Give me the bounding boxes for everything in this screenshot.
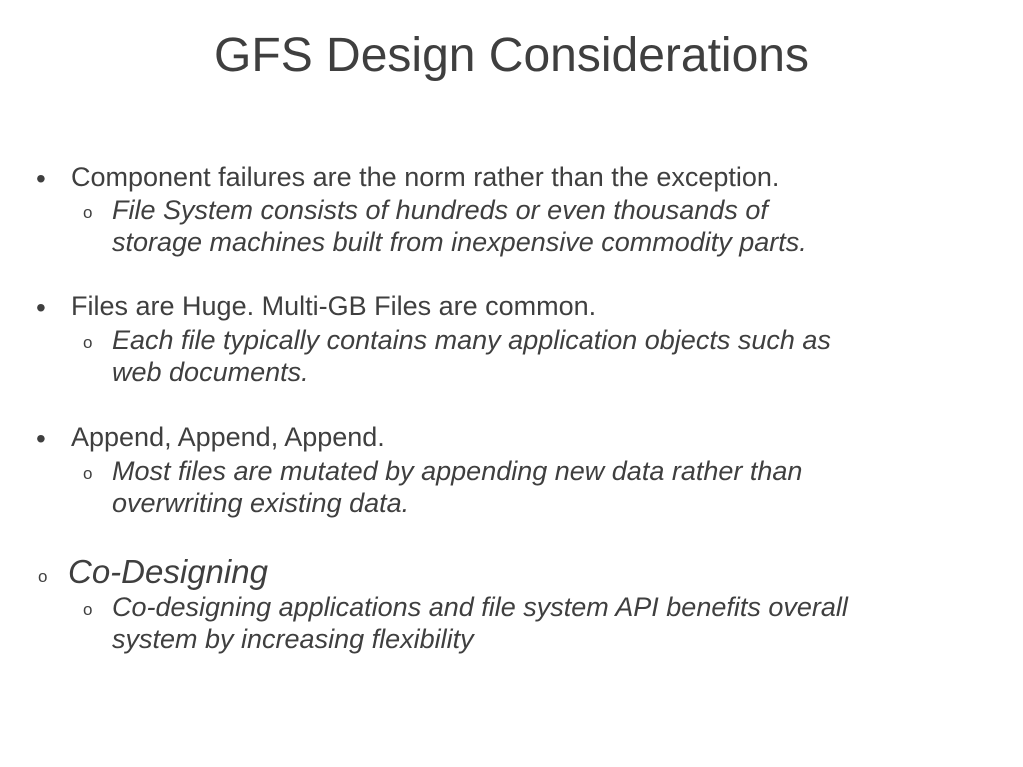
point-3-sub-line-1: Most files are mutated by appending new data rather than	[112, 456, 803, 486]
sub-bullet-icon: o	[83, 600, 93, 619]
point-1-text: Component failures are the norm rather than the exception.	[71, 162, 780, 192]
sub-bullet-icon: o	[83, 203, 93, 222]
point-4-sub-line-1: Co-designing applications and file system API benefits overall	[112, 592, 848, 622]
slide-title: GFS Design Considerations	[214, 29, 809, 82]
point-3-sub-line-2: overwriting existing data.	[112, 488, 410, 518]
point-2-sub-line-2: web documents.	[112, 357, 309, 387]
point-1-sub-line-1: File System consists of hundreds or even thousands of	[112, 195, 768, 225]
sub-bullet-icon: o	[83, 333, 93, 352]
point-2-text: Files are Huge. Multi-GB Files are common.	[71, 291, 597, 321]
bullet-dot-icon: •	[36, 292, 46, 323]
sub-bullet-icon: o	[38, 567, 48, 586]
point-4-sub-line-2: system by increasing flexibility	[112, 624, 474, 654]
point-3-text: Append, Append, Append.	[71, 422, 385, 452]
point-4-text: Co-Designing	[68, 553, 268, 590]
point-2-sub-line-1: Each file typically contains many application objects such as	[112, 325, 831, 355]
bullet-dot-icon: •	[36, 163, 46, 194]
bullet-dot-icon: •	[36, 423, 46, 454]
sub-bullet-icon: o	[83, 464, 93, 483]
point-1-sub-line-2: storage machines built from inexpensive commodity parts.	[112, 227, 807, 257]
